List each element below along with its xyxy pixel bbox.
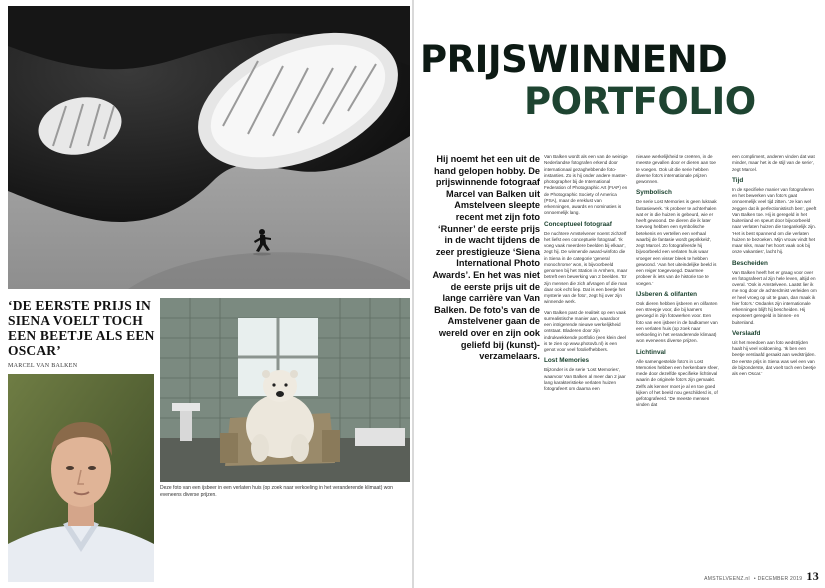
column-paragraph: Bijzonder is de serie ‘Lost Memories’, waarvoor Van Balken al meer dan 2 jaar lang karakteristieke verlaten huizen fotografeert om daarna een xyxy=(544,367,626,391)
column-paragraph: De nuchtere Amstelvener noemt zichzelf het liefst een conceptuele fotograaf. ‘Ik voeg vaak meerdere beelden bij elkaar’, zegt hij. De winnende award-winfoto die in Siena in de categorie ‘general monochrome’ won, is bijvoorbeeld genomen bij het Station in Arnhem, maar betreft een bewerking van 2 beelden. ‘Er zijn mensen die zich afvragen of die man daar ook echt liep. Dat is een beetje het mysterie van de foto’, zegt hij over zijn winnende werk. xyxy=(544,230,628,305)
column-paragraph: Ook dieren hebben ijsberen en olifanten een streepje voor, die bij kamers gevoegd in zijn fotowerken voor. Een foto van een ijsbeer in de badkamer van een verlaten huis (op zoek naar verkoeling in het veranderende klimaat) won eveneens diverse prijzen. xyxy=(636,300,718,344)
column-subheading: Lichtinval xyxy=(636,348,666,356)
polar-bear-photo xyxy=(160,298,410,482)
portrait-photo xyxy=(8,374,154,582)
bear-photo-caption: Deze foto van een ijsbeer in een verlaten huis (op zoek naar verkoeling in het veranderende klimaat) won eveneens diverse prijzen. xyxy=(160,485,393,498)
column-paragraph: een compliment, anderen vinden dat wat minder, maar het is de stijl van de serie’, zegt Marcel. xyxy=(732,154,815,172)
column-subheading: Bescheiden xyxy=(732,259,768,267)
column-paragraph: In de specifieke manier van fotograferen en het bewerken van foto’s gaat onnoemelijk veel tijd zitten. ‘Je kan wel zeggen dat ik perfectionistisch ben’, geeft Van Balken toe. Hij is geregeld in het buitenland en speurt door bijvoorbeeld naar verlaten huizen die toegankelijk zijn. ‘Het is best spannend om die verlaten huizen te bezoeken. Mijn vrouw vindt het maar niks, maar het hoort vaak ook bij onze vakanties’, lacht hij. xyxy=(732,186,817,255)
left-page xyxy=(0,0,412,588)
article-title-line1: PRIJSWINNEND xyxy=(420,38,728,81)
column-subheading: Symbolisch xyxy=(636,189,672,197)
runner-photo xyxy=(8,6,410,289)
column-paragraph: De serie Lost Memories is geen lukraak fantasiewerk. ‘Ik probeer te achterhalen wat er in die huizen is gebeurd, wie er heeft gewoond. De dieren die ik later toevoeg hebben een symbolische betekenis en vertellen een verhaal waarbij de fantasie wordt geprikkeld’, zegt Marcel. Zo fotografeerde hij bijvoorbeeld een verlaten huis waar vroeger een visser bleek te hebben gewoond. ‘Aan het uiteindelijke beeld is een reiger toegevoegd. Daarmee probeer ik iets van de historie toe te voegen.’ xyxy=(636,199,717,286)
quote-author: MARCEL VAN BALKEN xyxy=(8,363,78,369)
article-column-3 xyxy=(732,154,818,381)
column-subheading: Tijd xyxy=(732,176,744,184)
page-number: 13 xyxy=(806,569,819,583)
column-subheading: IJsberen & olifanten xyxy=(636,290,698,298)
article-column-2 xyxy=(636,154,720,413)
article-title-line2: PORTFOLIO xyxy=(524,80,756,123)
column-subheading: Lost Memories xyxy=(544,357,590,365)
page-footer xyxy=(704,569,819,584)
column-paragraph: Van Balken past de realiteit op een vaak surrealistische manier aan, waardoor een intrigerende nieuwe werkelijkheid ontstaat. Bladeren door zijn indrukwekkende portfolio (een klein deel is te zien op www.photovb.nl) is een genot voor veel fotoliefhebbers. xyxy=(544,309,626,352)
column-paragraph: Van Balken heeft het er graag voor over en fotografeert al zijn hele leven, altijd en overal. ‘Ook in Amstelveen. Laatst lier ik me nog door de achterdmist verleiden om er heel vroeg op uit te gaan, dan maak ik hier foto’s.’ Ondanks zijn internationale erkenningen blijft hij bescheiden. Hij exposeert geregeld in binnen- en buitenland. xyxy=(732,269,817,325)
column-paragraph: Van Balken wordt als een van de weinige Nederlandse fotografen erkend door internationaal gezaghebbende foto-instanties. Zo is hij onder andere master-photographer bij de International Federation of Photographic Art (FIAP) en de Photographic Society of America (PSA), maar de ereklust van erkenningen, awards en nominaties is onnoemelijk lang. xyxy=(544,154,628,216)
column-paragraph: nieuwe werkelijkheid te creëren, in de meeste gevallen door er dieren aan toe te voegen. Ook uit die serie hebben diverse foto’s internationale prijzen gewonnen. xyxy=(636,154,716,184)
right-page xyxy=(414,0,825,588)
article-intro: Hij noemt het een uit de hand gelopen hobby. De prijswinnende fotograaf Marcel van Balken uit Amstelveen sleepte recent met zijn foto ‘Runner’ de eerste prijs in de wacht tijdens de zeer prestigieuze ‘Siena International Photo Awards’. En het was niet de eerste prijs uit de lange carrière van Van Balken. De foto’s van de Amstelvener gaan de wereld over en zijn ook geliefd bij (kunst)-verzamelaars. xyxy=(432,154,540,362)
article-column-1 xyxy=(544,154,628,396)
column-paragraph: Alle samengestelde foto’s in Lost Memories hebben een herkenbare sfeer, mede door dezelfde specifieke lichtinval waarin de originele foto’s zijn gemaakt. Zelfs als kenner moet je al en toe goed kijken of het beeld nou geschilderd is, of gefotografeerd. ‘De meeste mensen vinden dat xyxy=(636,358,719,408)
column-subheading: Conceptueel fotograaf xyxy=(544,220,612,228)
column-subheading: Verslaafd xyxy=(732,329,761,337)
footer-magazine-name: AMSTELVEENZ.nl xyxy=(704,576,750,582)
footer-date: • DECEMBER 2019 xyxy=(753,576,803,582)
column-paragraph: Uit het meedoen aan foto wedstrijden haalt hij veel voldoening. ‘Ik ben een beetje verslaafd geraakt aan wedstrijden. De eerste prijs in Siena was wel een van de bijzonderste, dat voelt toch een beetje als een Oscar.’ xyxy=(732,339,816,376)
pull-quote: ‘DE EERSTE PRIJS IN SIENA VOELT TOCH EEN BEETJE ALS EEN OSCAR’ xyxy=(8,298,155,358)
